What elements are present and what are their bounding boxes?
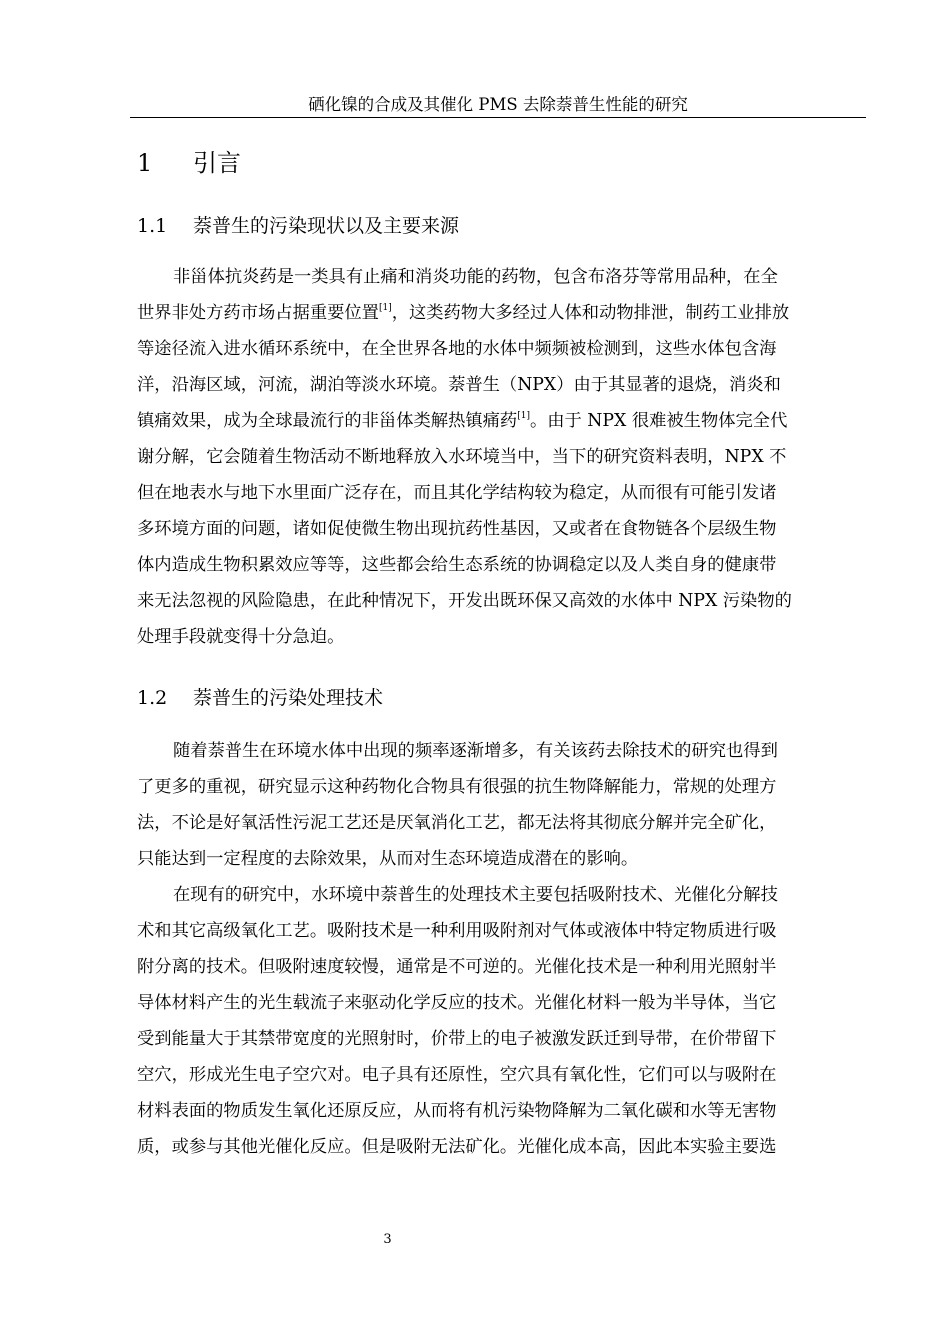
text-line [137,877,857,913]
text-line [137,733,857,769]
text-run: 法，不论是好氧活性污泥工艺还是厌氧消化工艺，都无法将其彻底分解并完全矿化， [137,813,777,833]
page-number: 3 [383,1232,392,1247]
text-line [137,475,857,511]
text-run: 随着萘普生在环境水体中出现的频率逐渐增多，有关该药去除技术的研究也得到 [173,741,778,761]
text-run: 在现有的研究中，水环境中萘普生的处理技术主要包括吸附技术、光催化分解技 [173,885,778,905]
text-run: 受到能量大于其禁带宽度的光照射时，价带上的电子被激发跃迁到导带，在价带留下 [137,1029,777,1049]
text-line [137,583,857,619]
text-line [137,1093,857,1129]
section-heading-1-2 [137,684,383,712]
section-number: 1.2 [137,687,168,709]
chapter-number: 1 [137,149,153,177]
paragraph-1-1 [137,259,857,655]
paragraph-1-2-b [137,877,857,1165]
text-run: 谢分解，它会随着生物活动不断地释放入水环境当中，当下的研究资料表明，NPX 不 [137,447,787,467]
text-run: 质，或参与其他光催化反应。但是吸附无法矿化。光催化成本高，因此本实验主要选 [137,1137,777,1157]
text-line [137,913,857,949]
text-run: 世界非处方药市场占据重要位置 [137,303,379,323]
text-line [137,1021,857,1057]
chapter-heading [137,146,241,180]
text-line [137,841,857,877]
citation-marker: [1] [517,411,530,421]
text-run: 导体材料产生的光生载流子来驱动化学反应的技术。光催化材料一般为半导体，当它 [137,993,777,1013]
section-number: 1.1 [137,215,168,237]
text-run: 但在地表水与地下水里面广泛存在，而且其化学结构较为稳定，从而很有可能引发诸 [137,483,777,503]
text-line [137,295,857,331]
text-run: 术和其它高级氧化工艺。吸附技术是一种利用吸附剂对气体或液体中特定物质进行吸 [137,921,777,941]
text-line [137,949,857,985]
text-run: 非甾体抗炎药是一类具有止痛和消炎功能的药物，包含布洛芬等常用品种，在全 [173,267,778,287]
text-line [137,259,857,295]
text-run: 体内造成生物积累效应等等，这些都会给生态系统的协调稳定以及人类自身的健康带 [137,555,777,575]
header-rule [130,117,866,118]
citation-marker: [1] [378,303,392,313]
text-run: 空穴，形成光生电子空穴对。电子具有还原性，空穴具有氧化性，它们可以与吸附在 [137,1065,777,1085]
text-run: 镇痛效果，成为全球最流行的非甾体类解热镇痛药 [137,411,518,431]
text-line [137,511,857,547]
text-run: 洋，沿海区域，河流，湖泊等淡水环境。萘普生（NPX）由于其显著的退烧，消炎和 [137,375,781,395]
text-line [137,367,857,403]
section-title: 萘普生的污染现状以及主要来源 [193,215,460,237]
text-line [137,331,857,367]
text-run: 了更多的重视，研究显示这种药物化合物具有很强的抗生物降解能力，常规的处理方 [137,777,777,797]
text-run: ，这类药物大多经过人体和动物排泄，制药工业排放 [391,303,790,323]
section-title: 萘普生的污染处理技术 [193,687,384,709]
text-line [137,985,857,1021]
text-run: 处理手段就变得十分急迫。 [137,627,345,647]
text-run: 来无法忽视的风险隐患，在此种情况下，开发出既环保又高效的水体中 NPX 污染物的 [137,591,792,611]
text-line [137,1057,857,1093]
paragraph-1-2-a [137,733,857,877]
text-line [137,1129,857,1165]
text-run: 多环境方面的问题，诸如促使微生物出现抗药性基因，又或者在食物链各个层级生物 [137,519,777,539]
text-run: 附分离的技术。但吸附速度较慢，通常是不可逆的。光催化技术是一种利用光照射半 [137,957,777,977]
text-line [137,769,857,805]
text-line [137,403,857,439]
text-run: 等途径流入进水循环系统中，在全世界各地的水体中频频被检测到，这些水体包含海 [137,339,777,359]
text-line [137,439,857,475]
text-line [137,619,857,655]
text-line [137,805,857,841]
section-heading-1-1 [137,212,459,240]
text-run: 材料表面的物质发生氧化还原反应，从而将有机污染物降解为二氧化碳和水等无害物 [137,1101,777,1121]
text-line [137,547,857,583]
text-run: 。由于 NPX 很难被生物体完全代 [529,411,788,431]
running-header: 硒化镍的合成及其催化 PMS 去除萘普生性能的研究 [308,95,688,114]
text-run: 只能达到一定程度的去除效果，从而对生态环境造成潜在的影响。 [137,849,639,869]
chapter-title: 引言 [193,149,241,177]
